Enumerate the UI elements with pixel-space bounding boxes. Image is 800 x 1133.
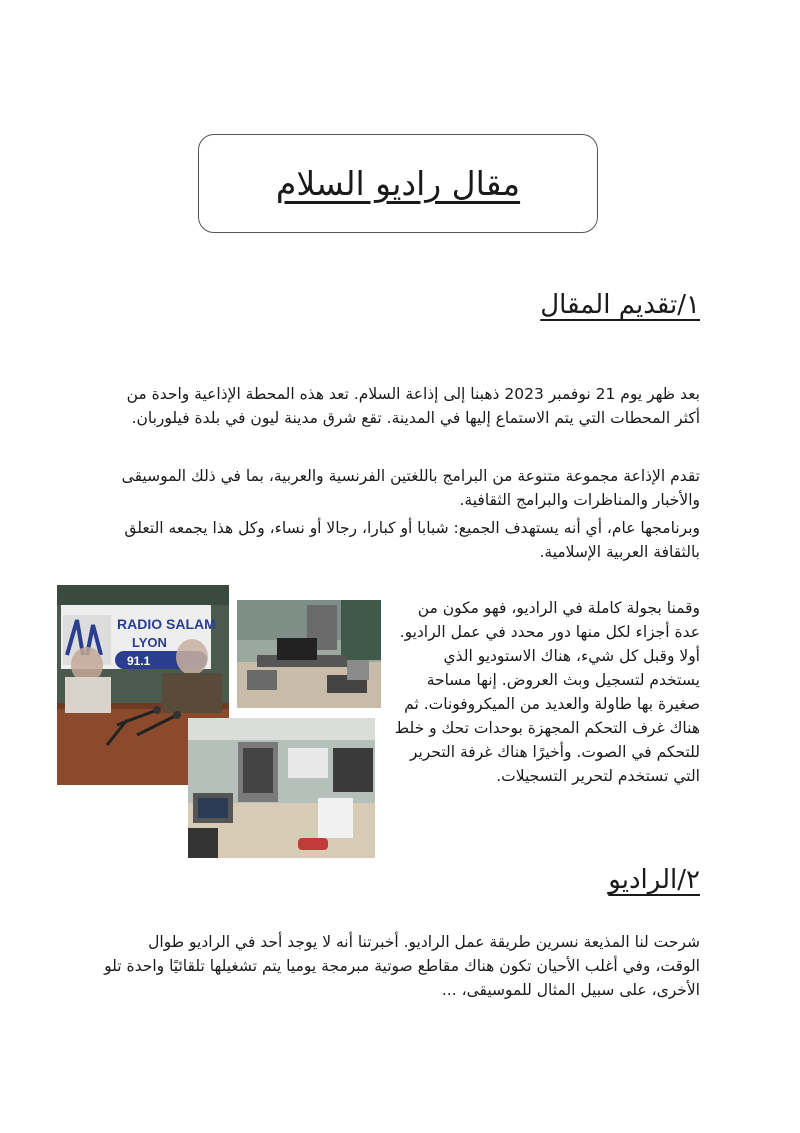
section1-paragraph-3: وبرنامجها عام، أي أنه يستهدف الجميع: شبابا أو كبارا، رجالا أو نساء، وكل هذا يجمعه التعلق بالثقافة العربية الإسلامية. bbox=[124, 519, 700, 561]
page-title: مقال راديو السلام bbox=[275, 164, 521, 203]
section2-paragraph-1: شرحت لنا المذيعة نسرين طريقة عمل الراديو. أخبرتنا أنه لا يوجد أحد في الراديو طوال الوقت، وفي أغلب الأحيان تكون هناك مقاطع صوتية مبرمجة يوميا يتم تشغيلها تلقائيًا واحدة تلو الأخرى، على سبيل المثال للموسيقى، ... bbox=[104, 933, 700, 999]
control-room-photo bbox=[237, 600, 381, 708]
editing-room-photo bbox=[188, 718, 375, 858]
section1-paragraph-4: وقمنا بجولة كاملة في الراديو، فهو مكون من عدة أجزاء لكل منها دور محدد في عمل الراديو. أولا وقبل كل شيء، هناك الاستوديو الذي يستخدم لتسجيل وبث العروض. إنها مساحة صغيرة بها طاولة والعديد من الميكروفونات. ثم هناك غرف التحكم المجهزة بوحدات تحك و خلط للتحكم في الصوت. وأخيرًا هناك غرفة التحرير التي تستخدم لتحرير التسجيلات. bbox=[394, 599, 700, 785]
sign-line-1: RADIO SALAM bbox=[117, 616, 216, 632]
sign-frequency: 91.1 bbox=[127, 654, 151, 668]
title-box bbox=[198, 134, 598, 233]
section1-paragraph-1: بعد ظهر يوم 21 نوفمبر 2023 ذهبنا إلى إذاعة السلام. تعد هذه المحطة الإذاعية واحدة من أكثر المحطات التي يتم الاستماع إليها في المدينة. تقع شرق مدينة ليون في بلدة فيلوربان. bbox=[126, 385, 700, 427]
section1-paragraph-2: تقدم الإذاعة مجموعة متنوعة من البرامج باللغتين الفرنسية والعربية، بما في ذلك الموسيقى والأخبار والمناظرات والبرامج الثقافية. bbox=[121, 467, 700, 509]
section1-heading: ١/تقديم المقال bbox=[540, 290, 700, 320]
section2-heading: ٢/الراديو bbox=[608, 865, 700, 895]
sign-line-2: LYON bbox=[132, 635, 167, 650]
